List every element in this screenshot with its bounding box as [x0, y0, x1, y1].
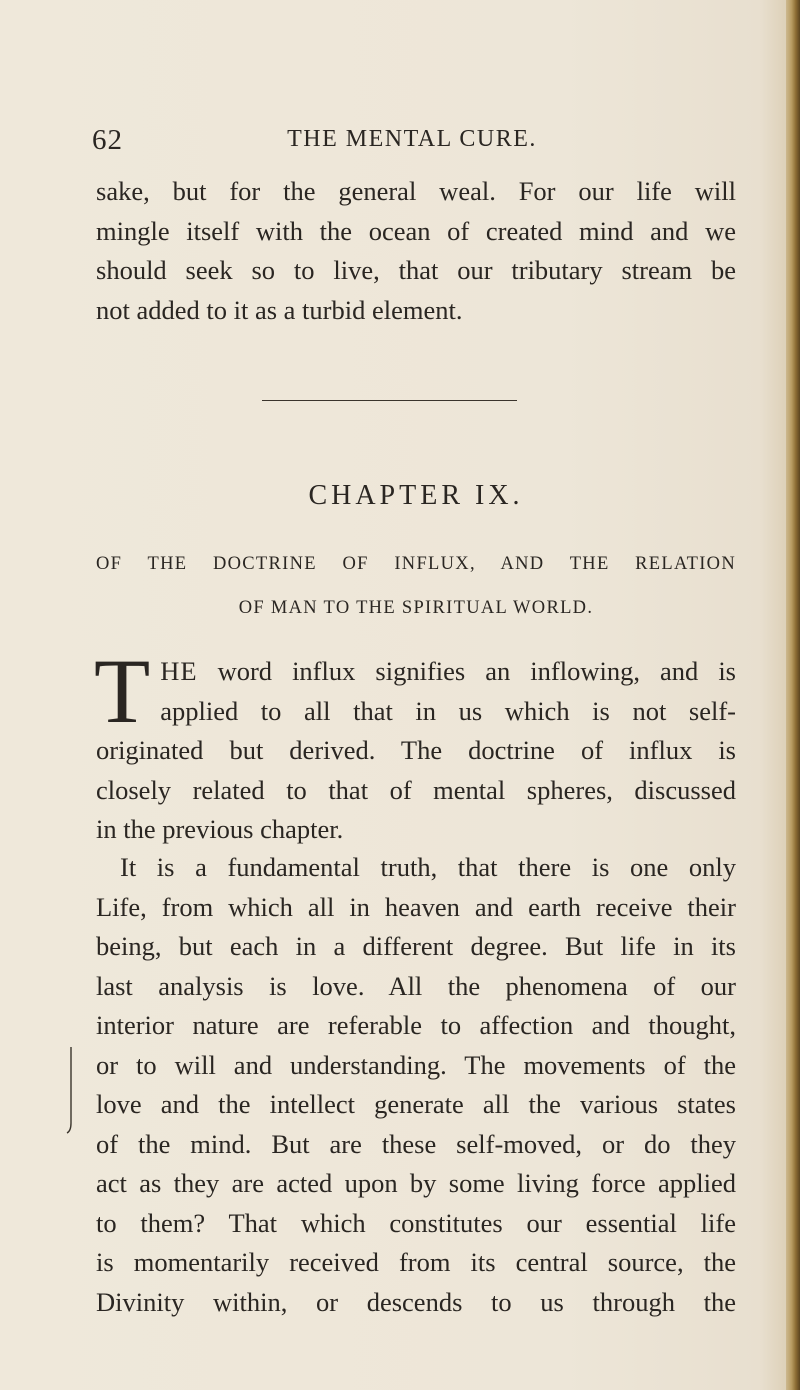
chapter-heading: CHAPTER IX. — [308, 480, 524, 511]
chapter-subtitle — [96, 542, 736, 630]
text-line: or to will and understanding. The movements of the — [96, 1049, 736, 1080]
chapter-subtitle-line: OF MAN TO THE SPIRITUAL WORLD. — [238, 598, 594, 618]
text-line: applied to all that in us which is not self- — [160, 695, 736, 726]
small-caps-word: HE — [160, 656, 198, 686]
text-line: act as they are acted upon by some living force applied — [96, 1168, 736, 1198]
continuation-paragraph — [96, 172, 736, 330]
running-head — [92, 124, 762, 160]
drop-cap: T — [94, 640, 151, 742]
text-line: closely related to that of mental spheres, discussed — [96, 774, 736, 805]
text-line: is momentarily received from its central source, the — [96, 1247, 736, 1277]
text-line: love and the intellect generate all the various states — [96, 1089, 736, 1119]
paragraph-life — [96, 848, 736, 1322]
paragraph-influx — [94, 640, 736, 850]
text-line: not added to it as a turbid element. — [96, 294, 463, 325]
text-line: interior nature are referable to affection and thought, — [96, 1010, 736, 1040]
section-divider — [262, 400, 517, 401]
text-line: Divinity within, or descends to us through the — [96, 1286, 736, 1317]
margin-bracket-mark — [66, 1045, 76, 1135]
text-line: should seek so to live, that our tributary stream be — [96, 255, 736, 285]
page-edge — [786, 0, 800, 1390]
text-line: sake, but for the general weal. For our life will — [96, 176, 736, 206]
text-line — [96, 652, 736, 692]
page-number: 62 — [92, 124, 123, 156]
text-line: It is a fundamental truth, that there is one only — [120, 852, 736, 882]
chapter-subtitle-line: OF THE DOCTRINE OF INFLUX, AND THE RELATION — [96, 554, 736, 574]
text-line: Life, from which all in heaven and earth receive their — [96, 891, 736, 922]
text-line: originated but derived. The doctrine of influx is — [96, 735, 736, 765]
text-line: mingle itself with the ocean of created mind and we — [96, 215, 736, 246]
text-line: of the mind. But are these self-moved, or do they — [96, 1128, 736, 1159]
text-line: last analysis is love. All the phenomena of our — [96, 970, 736, 1001]
text-line: in the previous chapter. — [96, 814, 344, 844]
text-line: being, but each in a different degree. But life in its — [96, 931, 736, 961]
text-line: to them? That which constitutes our essential life — [96, 1207, 736, 1238]
text-fragment: word influx signifies an inflowing, and is — [197, 656, 736, 686]
running-title: THE MENTAL CURE. — [287, 126, 537, 152]
